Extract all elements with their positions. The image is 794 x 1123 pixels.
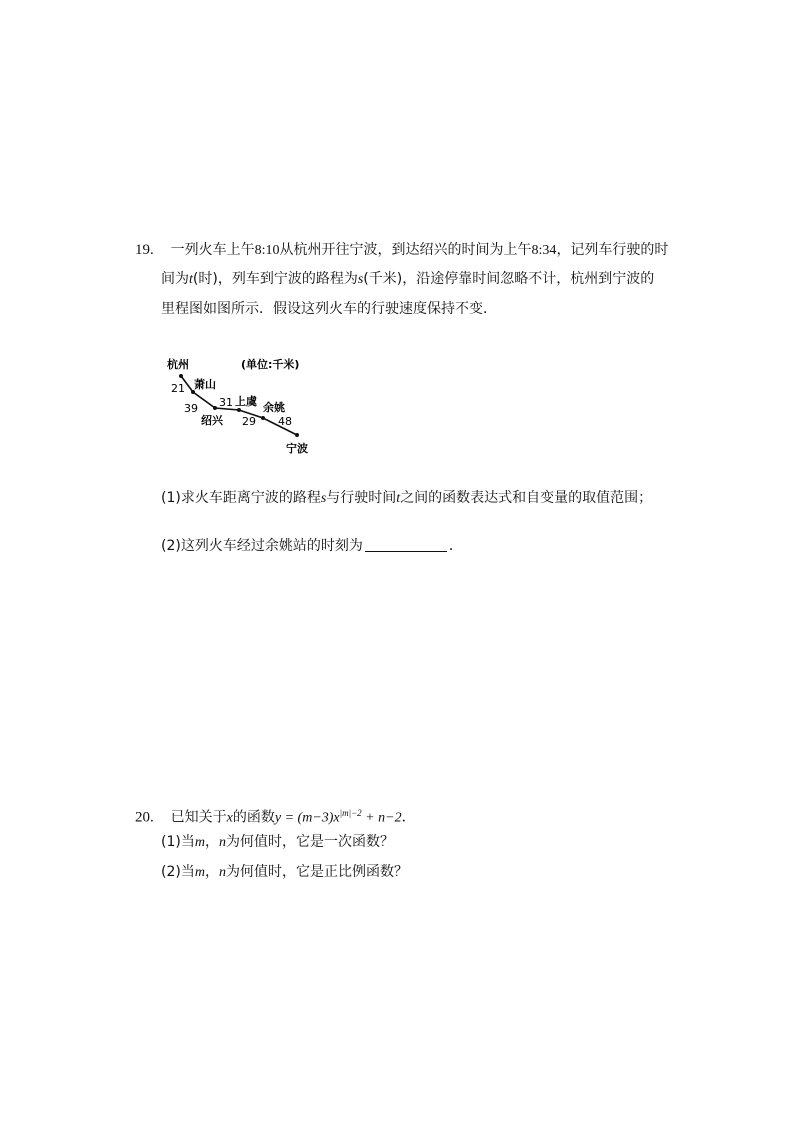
station-label: 杭州 bbox=[167, 358, 189, 371]
answer-blank[interactable] bbox=[365, 537, 447, 552]
distance-label: 21 bbox=[171, 382, 185, 395]
station-label: 上虞 bbox=[235, 395, 257, 408]
q19-line1: 19. 一列火车上午8:10从杭州开往宁波，到达绍兴的时间为上午8:34，记列车行驶的时 bbox=[135, 242, 669, 258]
q20-stem: 20. 已知关于x的函数$y = (m-3)x^{|m|-2} + n-2$． bbox=[135, 808, 416, 826]
station-dot bbox=[261, 416, 265, 420]
unit-label: (单位:千米) bbox=[241, 358, 300, 371]
q20-number: 20. bbox=[135, 809, 154, 826]
station-dot bbox=[237, 408, 241, 412]
q19-number: 19. bbox=[135, 242, 154, 258]
station-dot bbox=[213, 406, 217, 410]
distance-label: 48 bbox=[278, 415, 292, 428]
mileage-diagram bbox=[155, 350, 325, 460]
distance-label: 29 bbox=[242, 415, 256, 428]
station-label: 萧山 bbox=[194, 378, 216, 391]
q19-line3: 里程图如图所示．假设这列火车的行驶速度保持不变． bbox=[161, 301, 497, 317]
q19-part1: (1)求火车距离宁波的路程s与行驶时间t之间的函数表达式和自变量的取值范围； bbox=[161, 490, 653, 506]
station-label: 绍兴 bbox=[201, 414, 223, 427]
station-dot bbox=[179, 374, 183, 378]
station-label: 余姚 bbox=[263, 401, 285, 414]
station-dot bbox=[295, 433, 299, 437]
q20-part1: (1)当m，n为何值时，它是一次函数？ bbox=[161, 834, 394, 850]
q20-part2: (2)当m，n为何值时，它是正比例函数？ bbox=[161, 864, 408, 880]
distance-label: 31 bbox=[219, 396, 233, 409]
q19-part2: (2)这列火车经过余姚站的时刻为 ． bbox=[161, 538, 463, 554]
distance-label: 39 bbox=[184, 402, 198, 415]
station-label: 宁波 bbox=[286, 442, 308, 455]
q19-line2: 间为t(时)，列车到宁波的路程为s(千米)，沿途停靠时间忽略不计，杭州到宁波的 bbox=[161, 271, 655, 287]
